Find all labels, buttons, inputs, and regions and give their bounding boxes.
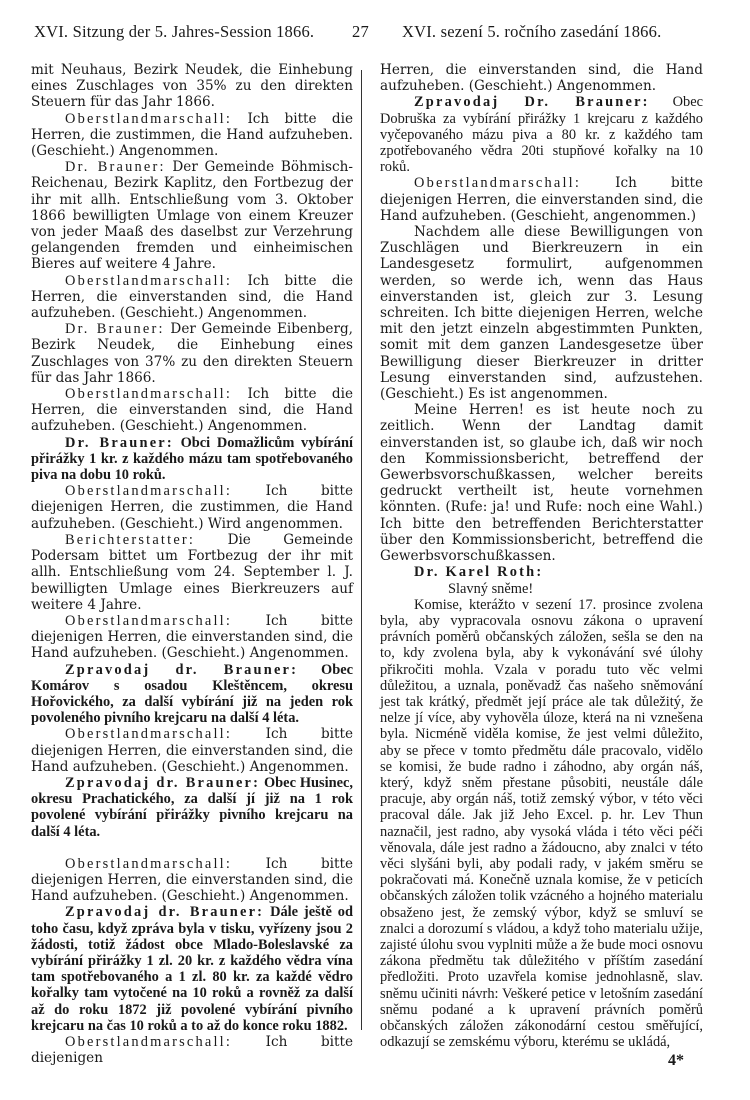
paragraph-text: Obec Dobruška za vybírání přirážky 1 krejcaru z každého vyčepovaného mázu piva a 80 kr. z každého tam zpotřebovaného vědra 20ti stupňové kořalky na 10 roků.: [380, 94, 703, 176]
paragraph: [31, 856, 353, 905]
paragraph: [380, 564, 703, 580]
paragraph: [31, 904, 353, 1034]
right-column: [380, 62, 703, 1050]
paragraph-text: Slavný sněme!: [448, 580, 534, 597]
paragraph-text: Ich bitte diejenigen Herren, die einverstanden sind, die Hand aufzuheben. (Geschieht.) Angenommen.: [31, 855, 353, 905]
speaker-name: Oberstlandmarschall:: [65, 612, 233, 629]
paragraph: [31, 62, 353, 111]
speaker-name: Oberstlandmarschall:: [65, 272, 233, 289]
paragraph: [31, 111, 353, 160]
paragraph-text: Meine Herren! es ist heute noch zu zeitlich. Wenn der Landtag damit einverstanden ist, so glaube ich, daß wir noch den Kommissionsbericht, betreffend der Gewerbsvorschußkassen, welcher bereits gedruckt vertheilt ist, heute vornehmen könnten. (Rufe: ja! und Rufe: noch eine Wahl.) Ich bitte den betreffenden Berichterstatter über den Kommissionsbericht, betreffend die Gewerbsvorschußkassen.: [380, 402, 703, 565]
paragraph: [31, 483, 353, 532]
paragraph-text: Der Gemeinde Eibenberg, Bezirk Neudek, die Einhebung eines Zuschlages von 37% zu den direkten Steuern für das Jahr 1866.: [31, 321, 353, 386]
header-german-title: XVI. Sitzung der 5. Jahres-Session 1866.: [34, 22, 315, 41]
speaker-name: Berichterstatter:: [65, 531, 196, 548]
paragraph: [31, 273, 353, 322]
speaker-name: Zpravodaj Dr. Brauner:: [414, 94, 650, 111]
paragraph: [31, 532, 353, 613]
left-column: [31, 62, 353, 1066]
paragraph-text: Obec Husinec, okresu Prachatického, za další jí již na 1 rok povolené vybírání přirážky pivního krejcaru na další 4 léta.: [31, 774, 353, 840]
paragraph-text: Ich bitte diejenigen: [31, 1033, 353, 1067]
paragraph-text: Ich bitte die Herren, die zustimmen, die Hand aufzuheben. (Geschieht.) Angenommen.: [31, 110, 353, 160]
paragraph-text: Ich bitte diejenigen Herren, die einverstanden sind, die Hand aufzuheben. (Geschieht, angenommen.): [380, 175, 703, 224]
paragraph-text: Der Gemeinde Böhmisch-Reichenau, Bezirk Kaplitz, den Fortbezug der ihr mit allh. Entschließung vom 3. Oktober 1866 bewilligten Umlage von einem Kreuzer von jeder Maaß des daselbst zur Verzehrung gelangenden fremden und einheimischen Bieres auf weitere 4 Jahre.: [31, 159, 353, 273]
paragraph: [380, 402, 703, 564]
paragraph-text: Nachdem alle diese Bewilligungen von Zuschlägen und Bierkreuzern in ein Landesgesetz formulirt, aufgenommen werden, so werde ich, wenn das Haus einverstanden ist, gleich zur 3. Lesung schreiten. Ich bitte diejenigen Herren, welche mit den jetzt einzeln abgestimmten Punkten, somit mit dem ganzen Landesgesetze über Bewilligung dieser Bierkreuzer in dritter Lesung einverstanden sind, aufzustehen. (Geschieht.) Es ist angenommen.: [380, 224, 703, 403]
speaker-name: Oberstlandmarschall:: [65, 855, 233, 872]
paragraph-text: Ich bitte diejenigen Herren, die einverstanden sind, die Hand aufzuheben. (Geschieht.) Angenommen.: [31, 726, 353, 775]
paragraph: [380, 581, 703, 597]
paragraph-text: mit Neuhaus, Bezirk Neudek, die Einhebung eines Zuschlages von 35% zu den direkten Steuern für das Jahr 1866.: [31, 62, 353, 111]
paragraph-text: Ich bitte die Herren, die einverstanden sind, die Hand aufzuheben. (Geschieht.) Angenommen.: [31, 386, 353, 435]
speaker-name: Zpravodaj dr. Brauner:: [65, 661, 299, 678]
speaker-name: Oberstlandmarschall:: [65, 1033, 233, 1050]
speaker-name: Dr. Brauner:: [65, 434, 174, 451]
paragraph: [31, 386, 353, 435]
paragraph-text: Dále ještě od toho času, když zpráva byla v tisku, vyřízeny jsou 2 žádosti, totiž žádost obce Mlado-Boleslavské za vybírání přirážky 1 zl. 20 kr. z každého vědra vína tam spotřebovaného a 1 zl. 80 kr. za každé vědro kořalky tam vytočené na 10 roků a rovněž za další až do roku 1872 již povolené vybírání pivního krejcaru na čas 10 roků a to až do konce roku 1882.: [31, 904, 353, 1034]
speaker-name: Oberstlandmarschall:: [65, 110, 233, 127]
running-header: [30, 22, 720, 44]
paragraph: [31, 321, 353, 386]
paragraph: [380, 597, 703, 1051]
paragraph: [31, 775, 353, 840]
speaker-name: Oberstlandmarschall:: [414, 175, 582, 192]
column-divider: [361, 70, 362, 1030]
paragraph-text: Ich bitte die Herren, die einverstanden sind, die Hand aufzuheben. (Geschieht.) Angenommen.: [31, 272, 353, 322]
paragraph-text: Obec Komárov s osadou Kleštěncem, okresu Hořovického, za další vybírání již na jeden rok povoleného pivního krejcaru na další 4 léta.: [31, 661, 353, 727]
paragraph-text: Obci Domažlicům vybírání přirážky 1 kr. z každého mázu tam spotřebovaného piva na dobu 10 roků.: [31, 434, 353, 484]
paragraph: [31, 435, 353, 484]
header-czech-title: XVI. sezení 5. ročního zasedání 1866.: [402, 22, 662, 41]
speaker-name: Oberstlandmarschall:: [65, 726, 233, 743]
paragraph-text: Herren, die einverstanden sind, die Hand aufzuheben. (Geschieht.) Angenommen.: [380, 62, 703, 95]
signature-mark: 4*: [668, 1052, 684, 1069]
paragraph-text: Ich bitte diejenigen Herren, die einverstanden sind, die Hand aufzuheben. (Geschieht.) Angenommen.: [31, 612, 353, 662]
paragraph: [31, 1034, 353, 1066]
paragraph: [380, 175, 703, 224]
paragraph: [380, 94, 703, 175]
speaker-name: Dr. Brauner:: [65, 159, 166, 176]
paragraph: [31, 662, 353, 727]
paragraph: [380, 62, 703, 94]
paragraph: [380, 224, 703, 402]
paragraph: [31, 613, 353, 662]
speaker-name: Dr. Karel Roth:: [414, 564, 544, 581]
speaker-name: Zpravodaj dr. Brauner:: [65, 904, 265, 921]
paragraph-text: Komise, kterážto v sezení 17. prosince zvolena byla, aby vypracovala osnovu zákona o upravení právních poměrů občanských záložen, sešla se den na to, kdy zvolena byla, aby k vykonávání své úlohy přikročiti mohla. Vzala v poradu tuto věc velmi důležitou, a uznala, poněvadž čas našeho sněmování jest tak krátký, předmět její práce ale tak důležitý, že nelze jí více, aby vyhověla úloze, která na ni vznešena byla. Nicméně viděla komise, že jest velmi důležito, aby se přece v tomto předmětu dále pracovalo, vidělo se komisi, že bude radno i záhodno, aby orgán náš, který, když sněm přestane působiti, neustále dále pracuje, aby orgán náš, totiž zemský výbor, v této věci pracoval dále. Jak již Jeho Excel. p. hr. Lev Thun naznačil, jest radno, aby vysoká vláda i této věci péči věnovala, dále jest radno a žádoucno, aby znalci v této věci slyšáni byli, aby podali rady, v jakém směru se pokračovati má. Konečně uznala komise, že v peticích občanských záložen tolik vzácného a hojného materialu obsaženo jest, že zemský výbor, když se smluví se znalci a dorozumí s vládou, a když toho materialu užije, zajisté úlohu svou vyplniti může a že bude moci osnovu zákona předmětu tak důležitého v příštím zasedání předložiti. Proto uzavřela komise jednohlasně, slav. sněmu učiniti návrh: Veškeré petice v letošním zasedání sněmu podané a k upravení právních poměrů občanských záložen zákonodární cestou směřující, odkazují se zemskému výboru, kterému se ukládá,: [380, 596, 703, 1051]
speaker-name: Oberstlandmarschall:: [65, 483, 233, 500]
paragraph-text: Die Gemeinde Podersam bittet um Fortbezug der ihr mit allh. Entschließung vom 24. September l. J. bewilligten Umlage eines Bierkreuzers auf weitere 4 Jahre.: [31, 531, 353, 613]
speaker-name: Dr. Brauner:: [65, 321, 165, 338]
speaker-name: Zpravodaj dr. Brauner:: [65, 774, 261, 791]
paragraph-text: Ich bitte diejenigen Herren, die zustimmen, die Hand aufzuheben. (Geschieht.) Wird angenommen.: [31, 483, 353, 532]
paragraph: [31, 159, 353, 272]
speaker-name: Oberstlandmarschall:: [65, 386, 233, 403]
paragraph: [31, 726, 353, 775]
page-number: 27: [352, 22, 369, 41]
